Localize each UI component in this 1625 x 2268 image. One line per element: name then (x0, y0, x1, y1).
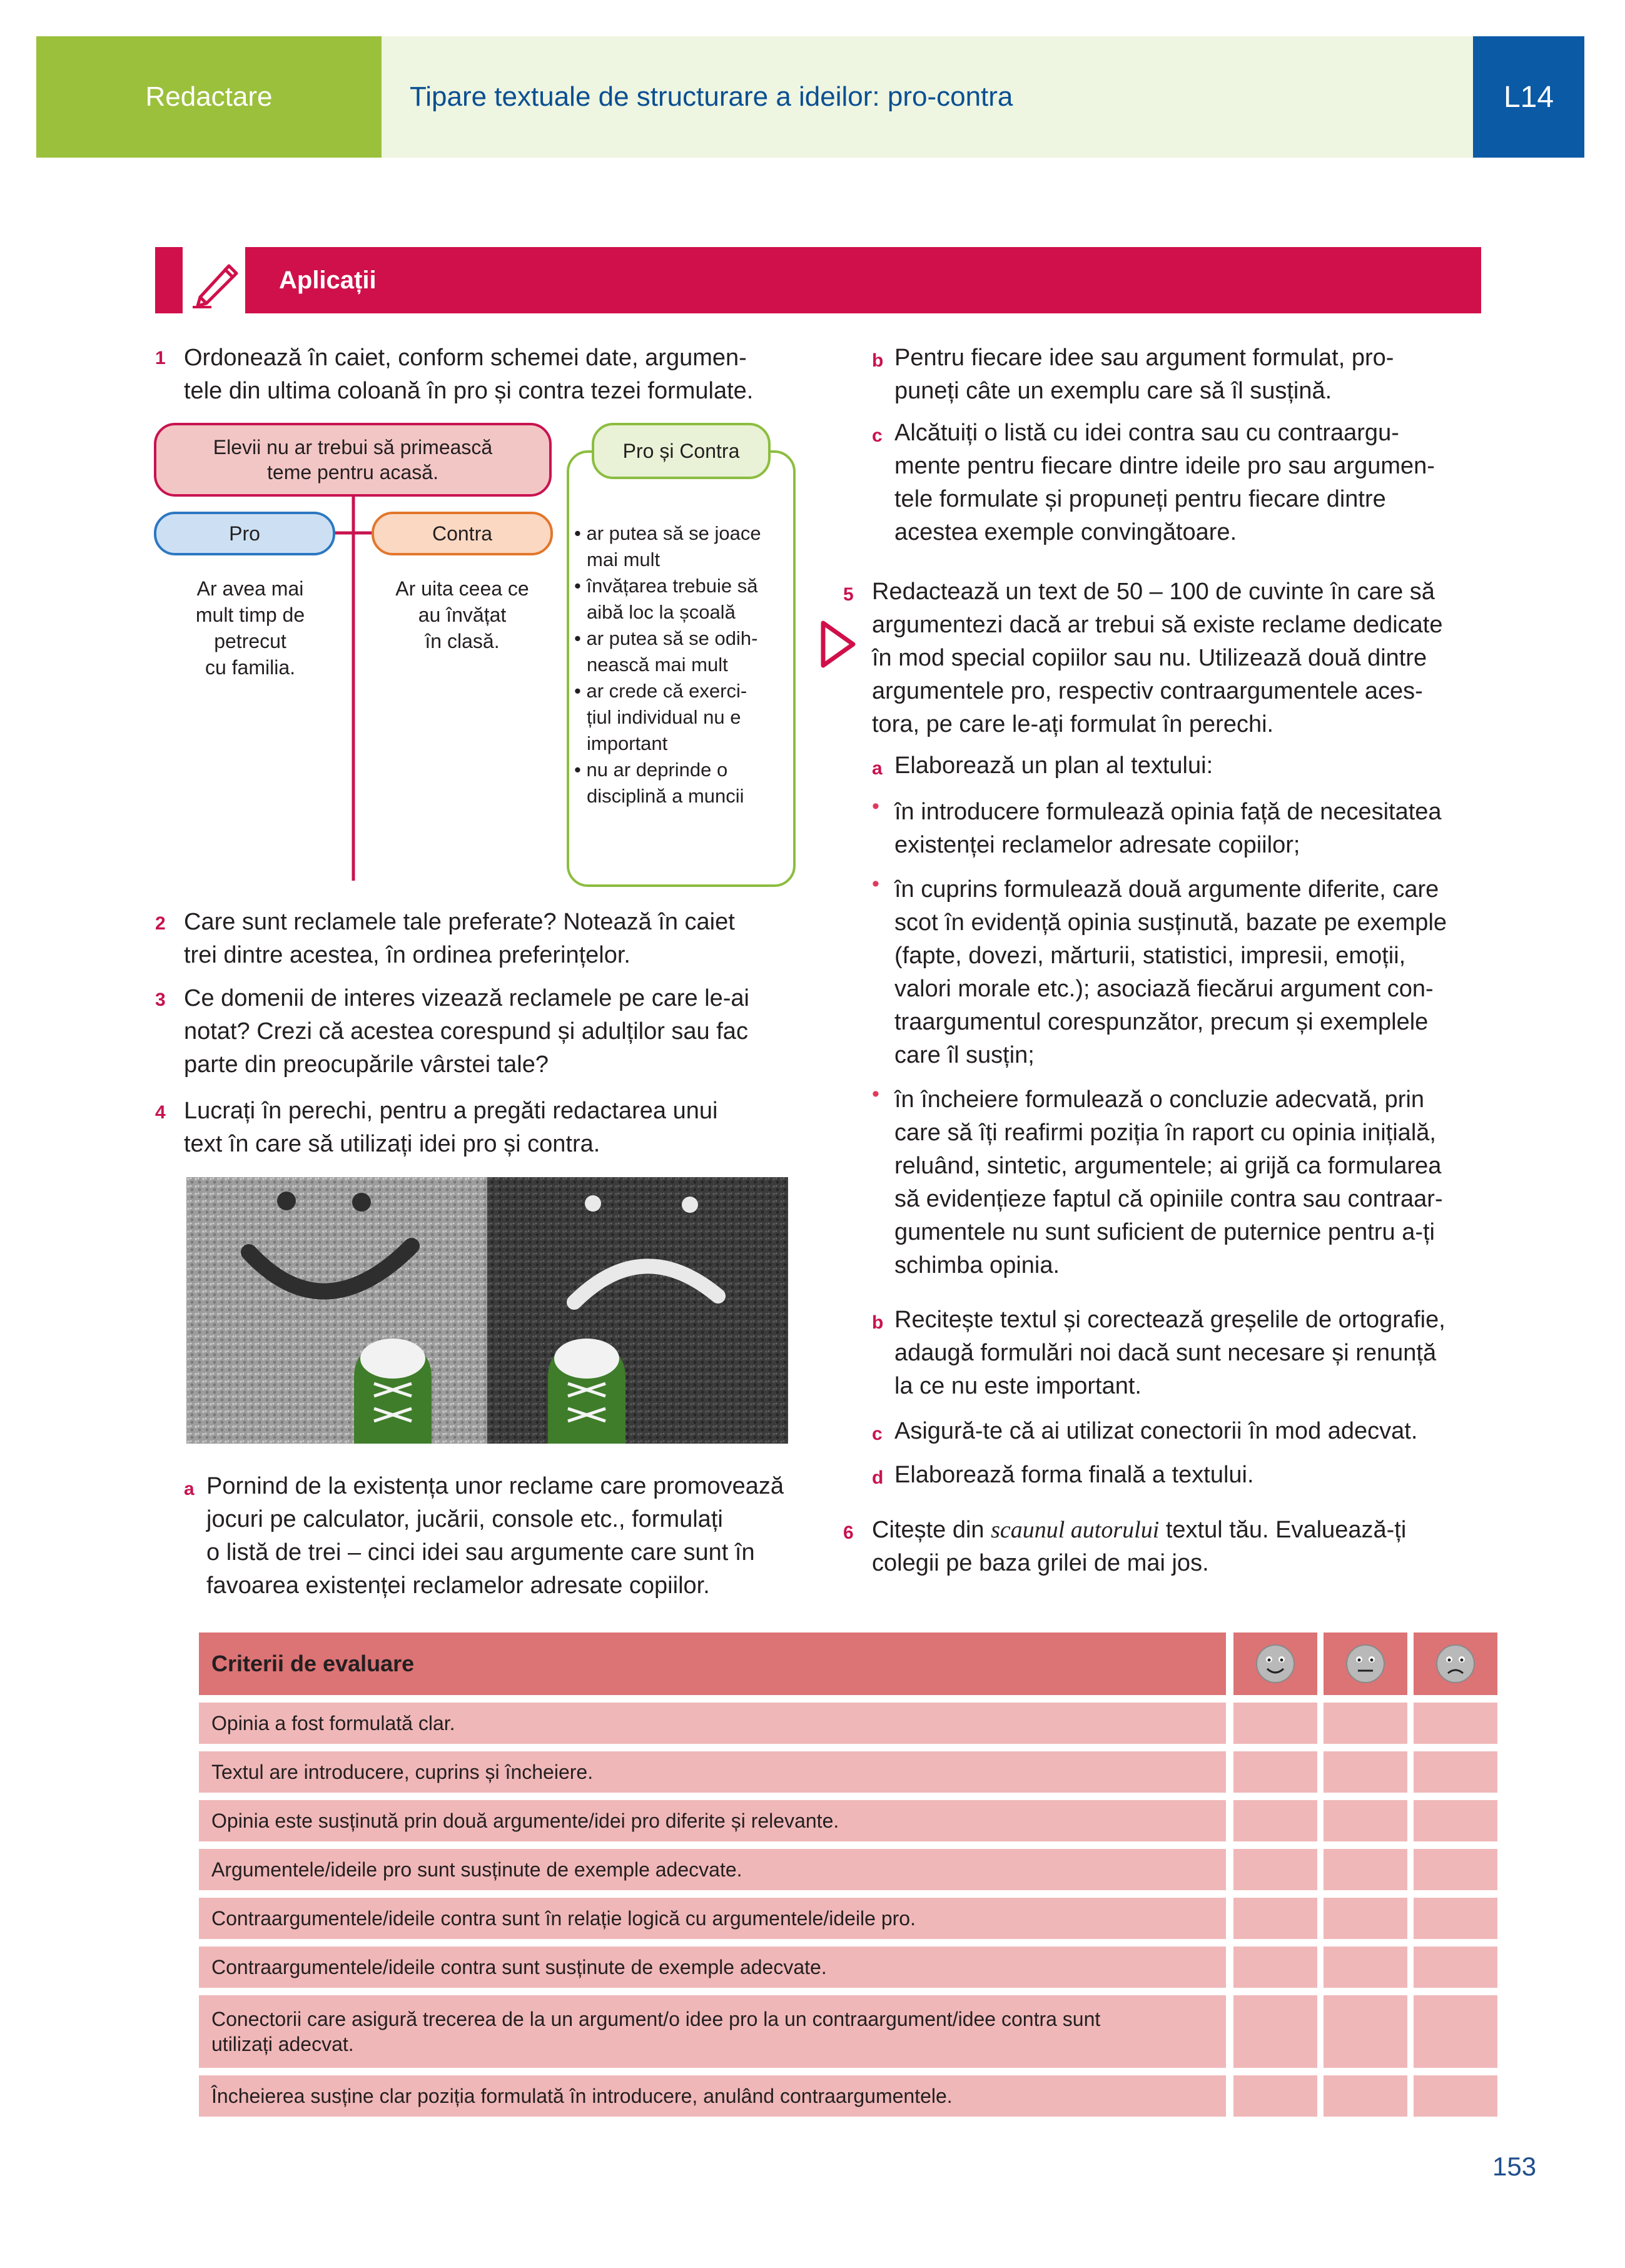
banner-title: Aplicații (279, 266, 377, 294)
rating-cell[interactable] (1233, 1947, 1317, 1988)
rating-cell[interactable] (1233, 2075, 1317, 2117)
rating-cell[interactable] (1233, 1751, 1317, 1793)
rating-cell[interactable] (1414, 2075, 1497, 2117)
pro-contra-label: Pro și Contra (592, 423, 771, 479)
exercise-5-text: Redactează un text de 50 – 100 de cuvinte în care să argumentezi dacă ar trebui să existe reclame dedicate în mod special copiilor sau nu. Utilizează două dintre argumentele pro, respectiv contraargumentele aces- tora, pe care le-ați formulat în perechi. (872, 579, 1443, 737)
exercise-6-text: Citește din scaunul autorului textul tău. Evaluează-ți colegii pe baza grilei de mai jos. (872, 1517, 1407, 1576)
pro-argument: Ar avea mai mult timp de petrecut cu familia. (195, 577, 305, 679)
exercise-5-number: 5 (843, 584, 854, 605)
list-item: • ar putea să se odih- nească mai mult (574, 627, 758, 676)
table-row: Opinia este susținută prin două argumente/idei pro diferite și relevante. (199, 1800, 1226, 1841)
exercise-5d-text: Elaborează forma finală a textului. (894, 1462, 1254, 1488)
rating-cell[interactable] (1324, 1703, 1407, 1744)
rating-cell[interactable] (1324, 1800, 1407, 1841)
exercise-5b-text: Recitește textul și corectează greșelile de ortografie, adaugă formulări noi dacă sunt necesare și renunță la ce nu este important. (894, 1307, 1445, 1399)
exercise-1-text: Ordonează în caiet, conform schemei date, argumen- tele din ultima coloană în pro și contra tezei formulate. (184, 345, 754, 404)
rating-cell[interactable] (1414, 1898, 1497, 1939)
exercise-2-number: 2 (155, 913, 166, 934)
play-triangle-icon (819, 619, 857, 669)
bullet-icon: • (872, 872, 879, 896)
rating-cell[interactable] (1324, 2075, 1407, 2117)
list-item: • ar putea să se joace mai mult (574, 522, 761, 570)
pro-contra-list (574, 520, 787, 809)
rating-cell[interactable] (1233, 1800, 1317, 1841)
exercise-4-text: Lucrați în perechi, pentru a pregăti redactarea unui text în care să utilizați idei pro și contra. (184, 1098, 718, 1157)
table-row: Argumentele/ideile pro sunt susținute de exemple adecvate. (199, 1849, 1226, 1890)
banner-left-stripe (155, 247, 183, 313)
rating-cell[interactable] (1414, 1995, 1497, 2068)
chapter-title: Tipare textuale de structurare a ideilor: pro-contra (410, 81, 1013, 112)
exercise-2-text: Care sunt reclamele tale preferate? Notează în caiet trei dintre acestea, în ordinea preferințelor. (184, 909, 735, 968)
rating-cell[interactable] (1414, 1751, 1497, 1793)
rating-cell[interactable] (1324, 1751, 1407, 1793)
exercise-1-number: 1 (155, 348, 166, 368)
exercise-3-text: Ce domenii de interes vizează reclamele pe care le-ai notat? Crezi că acestea corespund și adulților sau fac parte din preocupările vârstei tale? (184, 985, 750, 1078)
exercise-4a-text: Pornind de la existența unor reclame care promovează jocuri pe calculator, jucării, console etc., formulați o listă de trei – cinci idei sau argumente care sunt în favoarea existenței reclamelor adresate copiilor. (206, 1473, 784, 1599)
exercise-4b-text: Pentru fiecare idee sau argument formulat, pro- puneți câte un exemplu care să îl susțină. (894, 345, 1394, 404)
rating-cell[interactable] (1324, 1947, 1407, 1988)
exercise-5a-letter: a (872, 758, 883, 779)
bullet-icon: • (872, 1082, 879, 1106)
exercise-3-number: 3 (155, 990, 166, 1010)
rating-cell[interactable] (1414, 1800, 1497, 1841)
list-item: • nu ar deprinde o disciplină a muncii (574, 759, 744, 807)
plan-bullet-3: în încheiere formulează o concluzie adecvată, prin care să îți reafirmi poziția în raport cu opinia inițială, reluând, sintetic, argumentele; ai grijă ca formularea să evidențieze faptul că opiniile contra sau contraar- gumentele nu sunt suficient de puternice pentru a-ți schimba opinia. (894, 1086, 1443, 1278)
rating-cell[interactable] (1324, 1995, 1407, 2068)
rating-cell[interactable] (1233, 1703, 1317, 1744)
contra-box: Contra (372, 512, 553, 555)
plan-bullet-1: în introducere formulează opinia față de necesitatea existenței reclamelor adresate copiilor; (894, 799, 1442, 858)
table-row: Opinia a fost formulată clar. (199, 1703, 1226, 1744)
happy-face-icon (1255, 1643, 1296, 1684)
table-row: Contraargumentele/ideile contra sunt în relație logică cu argumentele/ideile pro. (199, 1898, 1226, 1939)
exercise-6-number: 6 (843, 1522, 854, 1543)
exercise-4c-letter: c (872, 425, 883, 446)
exercise-4b-letter: b (872, 350, 884, 371)
bullet-icon: • (872, 794, 879, 818)
pro-box: Pro (154, 512, 335, 555)
exercise-5c-letter: c (872, 1424, 883, 1444)
rating-cell[interactable] (1414, 1849, 1497, 1890)
table-row: Contraargumentele/ideile contra sunt susținute de exemple adecvate. (199, 1947, 1226, 1988)
plan-bullet-2: în cuprins formulează două argumente diferite, care scot în evidență opinia susținută, bazate pe exemple (fapte, dovezi, mărturii, statistici, impresii, emoții, valori morale etc.); asociază fiecărui argument con- traargumentul corespunzător, precum și exemplele care îl susțin; (894, 876, 1447, 1068)
page-number: 153 (1492, 2152, 1537, 2181)
neutral-face-icon (1345, 1643, 1386, 1684)
table-row: Textul are introducere, cuprins și încheiere. (199, 1751, 1226, 1793)
list-item: • învățarea trebuie să aibă loc la școală (574, 575, 758, 623)
rating-cell[interactable] (1233, 1849, 1317, 1890)
lesson-number: L14 (1503, 80, 1554, 114)
rating-cell[interactable] (1233, 1995, 1317, 2068)
section-label: Redactare (145, 81, 273, 112)
rating-cell[interactable] (1414, 1703, 1497, 1744)
rating-cell[interactable] (1414, 1947, 1497, 1988)
exercise-4a-letter: a (184, 1479, 195, 1499)
exercise-4c-text: Alcătuiți o listă cu idei contra sau cu contraargu- mente pentru fiecare dintre ideile pro sau argumen- tele formulate și propuneți pentru fiecare dintre acestea exemple convingătoare. (894, 420, 1435, 545)
smiley-faces-photo (186, 1177, 788, 1444)
exercise-5d-letter: d (872, 1467, 884, 1488)
contra-argument: Ar uita ceea ce au învățat în clasă. (395, 577, 529, 652)
exercise-5b-letter: b (872, 1312, 884, 1333)
table-row: Încheierea susține clar poziția formulată în introducere, anulând contraargumentele. (199, 2075, 1226, 2117)
rating-cell[interactable] (1324, 1898, 1407, 1939)
rating-cell[interactable] (1324, 1849, 1407, 1890)
sad-face-icon (1435, 1643, 1476, 1684)
table-header: Criterii de evaluare (211, 1651, 415, 1676)
table-row: Conectorii care asigură trecerea de la un argument/o idee pro la un contraargument/idee contra sunt utilizați adecvat. (199, 1995, 1226, 2068)
exercise-5c-text: Asigură-te că ai utilizat conectorii în mod adecvat. (894, 1418, 1418, 1444)
list-item: • ar crede că exerci- țiul individual nu e important (574, 680, 747, 754)
thesis-box: Elevii nu ar trebui să primească teme pentru acasă. (154, 423, 552, 497)
exercise-4-number: 4 (155, 1102, 166, 1123)
exercise-5a-text: Elaborează un plan al textului: (894, 752, 1213, 779)
rating-cell[interactable] (1233, 1898, 1317, 1939)
pencil-icon (186, 253, 243, 310)
